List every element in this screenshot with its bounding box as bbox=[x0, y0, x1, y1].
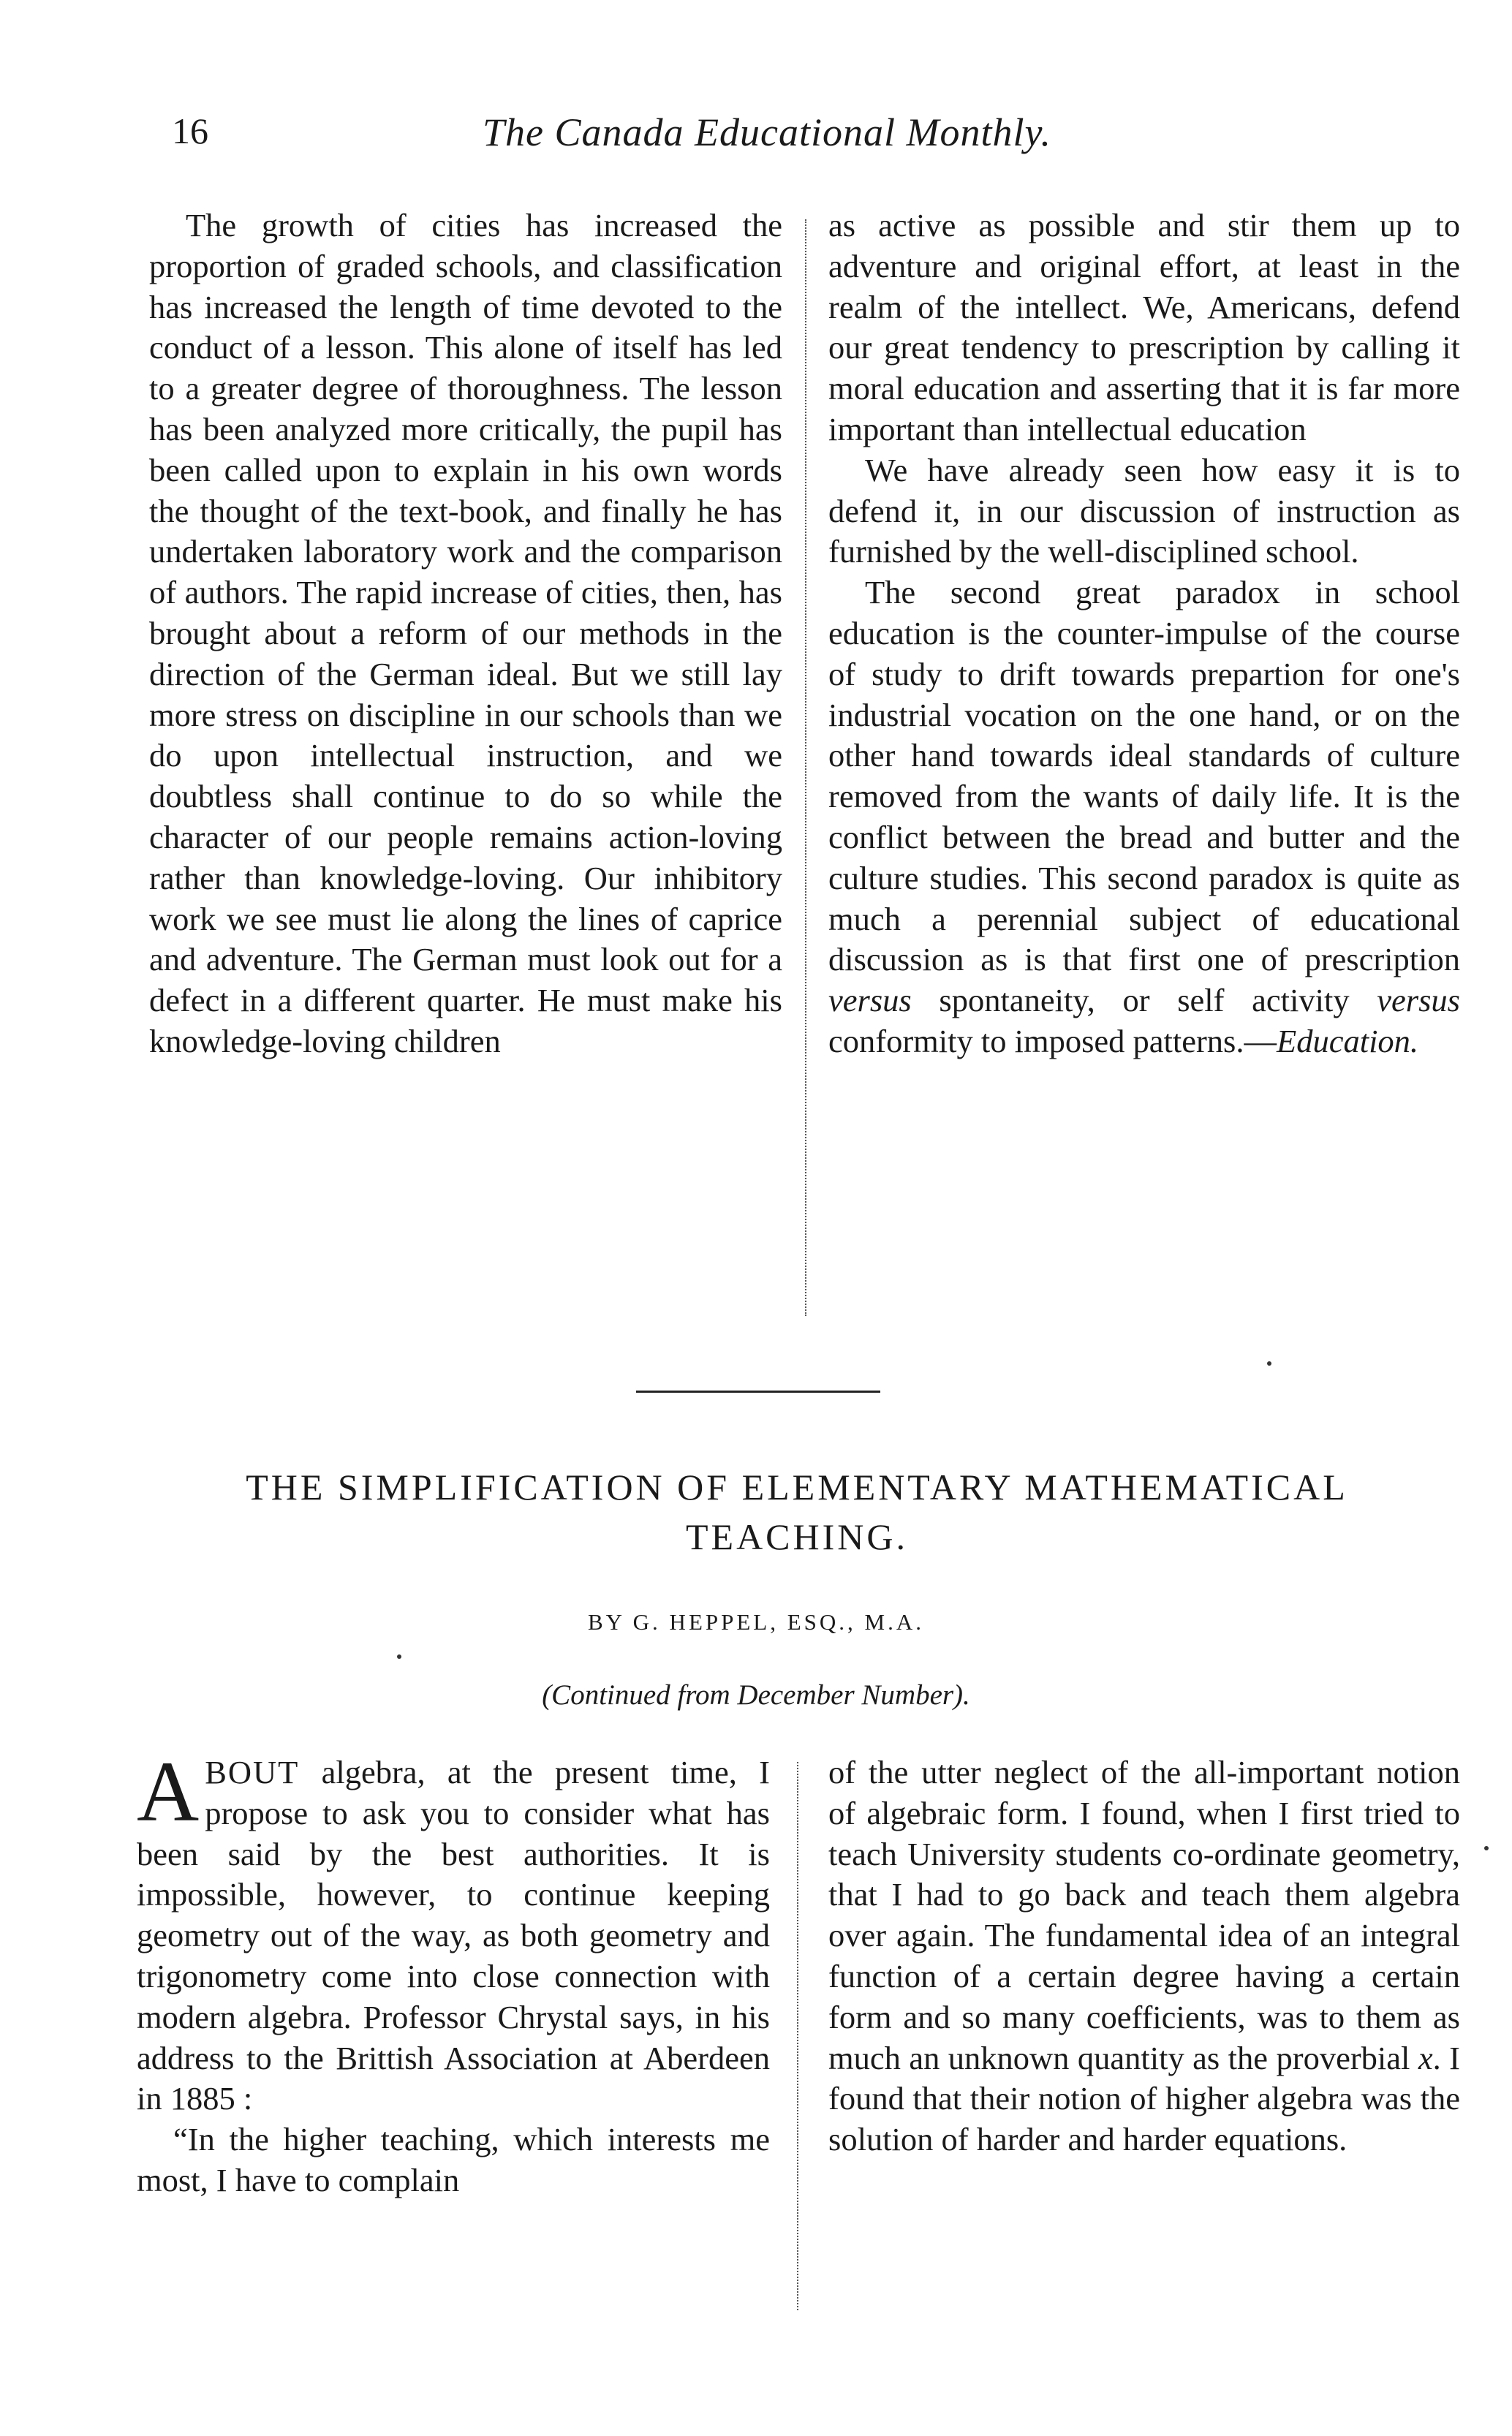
italic-variable: x bbox=[1418, 2039, 1433, 2076]
text-run: algebra, at the present time, I propose to ask you to consider what has been said by the best authorities. It is impossible, however, to continue keeping geometry out of the way, as both geometry and trigonometry come into close connection with modern algebra. Professor Chrystal says, in his address to the Brittish Association at Aberdeen in 1885 : bbox=[137, 1754, 770, 2117]
text-run: spontaneity, or self activity bbox=[911, 982, 1377, 1019]
italic-text: versus bbox=[1377, 982, 1460, 1019]
continued-note: (Continued from December Number). bbox=[542, 1679, 970, 1711]
paragraph: We have already seen how easy it is to defend it, in our discussion of instruction as furnished by the well-disciplined school. bbox=[828, 451, 1460, 570]
article-byline: BY G. HEPPEL, ESQ., M.A. bbox=[588, 1609, 924, 1635]
italic-text: versus bbox=[828, 982, 912, 1019]
paragraph: The growth of cities has increased the proportion of graded schools, and classification has increased the length of time devoted to the conduct of a lesson. This alone of itself has led to a greater degree of thoroughness. The lesson has been analyzed more critically, the pupil has been called upon to explain in his own words the thought of the text-book, and finally he has undertaken laboratory work and the comparison of authors. The rapid increase of cities, then, has brought about a reform of our methods in the direction of the German ideal. But we still lay more stress on discipline in our schools than we do upon intellectual instruction, and we doubtless shall continue to do so while the character of our people remains action-loving rather than knowledge-loving. Our inhibitory work we see must lie along the lines of caprice and adventure. The German must look out for a defect in a different quarter. He must make his knowledge-loving children bbox=[149, 207, 782, 1059]
text-run: . I found that their notion of higher algebra was the solution of harder and harder equations. bbox=[828, 2039, 1460, 2158]
article-left-column bbox=[137, 1744, 770, 2201]
text-run: of the utter neglect of the all-important notion of algebraic form. I found, when I first tried to teach University students co-ordinate geometry, that I had to go back and teach them algebra over again. The fundamental idea of an integral function of a certain degree having a certain form and so many coefficients, was to them as much an unknown quantity as the proverbial bbox=[828, 1754, 1460, 2076]
article-right-column bbox=[828, 1752, 1460, 2160]
top-right-column bbox=[828, 205, 1460, 1062]
print-speck bbox=[1484, 1846, 1489, 1850]
page-number: 16 bbox=[172, 110, 208, 151]
paragraph: as active as possible and stir them up to adventure and original effort, at least in the realm of the intellect. We, Americans, defend our great tendency to prescription by calling it moral education and asserting that it is far more important than intellectual education bbox=[828, 207, 1460, 447]
article-title: THE SIMPLIFICATION OF ELEMENTARY MATHEMATICAL TEACHING. bbox=[246, 1467, 1348, 1557]
column-divider bbox=[797, 1762, 798, 2310]
paragraph bbox=[828, 572, 1460, 1062]
paragraph bbox=[828, 1752, 1460, 2160]
lead-word: BOUT bbox=[205, 1754, 300, 1790]
source-citation: Education. bbox=[1277, 1022, 1419, 1059]
text-run: conformity to imposed patterns.— bbox=[828, 1022, 1277, 1059]
text-run: The second great paradox in school education is the counter-impulse of the course of study to drift towards prepartion for one's industrial vocation on the one hand, or on the other hand towards ideal standards of culture removed from the wants of daily life. It is the conflict between the bread and butter and the culture studies. This second paradox is quite as much a perennial subject of educational discussion as is that first one of prescription bbox=[828, 574, 1460, 978]
section-rule bbox=[636, 1391, 880, 1393]
drop-cap: A bbox=[137, 1744, 200, 1839]
paragraph bbox=[137, 1744, 770, 2119]
running-header-title: The Canada Educational Monthly. bbox=[483, 110, 1051, 154]
print-speck bbox=[1267, 1361, 1271, 1366]
top-left-column bbox=[149, 205, 782, 1062]
print-speck bbox=[397, 1654, 401, 1659]
paragraph: “In the higher teaching, which interests me most, I have to complain bbox=[137, 2121, 770, 2198]
column-divider bbox=[805, 219, 806, 1316]
